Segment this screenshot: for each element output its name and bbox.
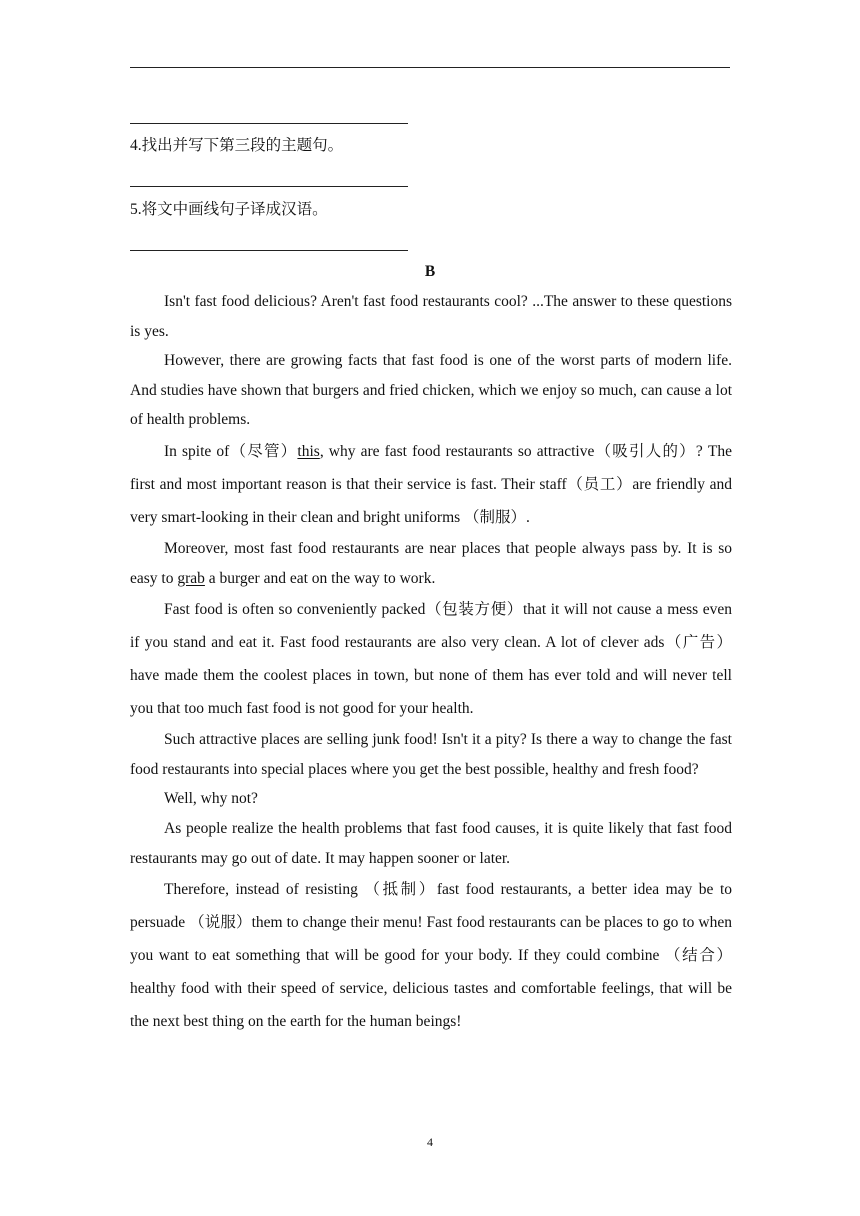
question-5: 5.将文中画线句子译成汉语。 [130,201,328,218]
paragraph-4-before: Moreover, most fast food restaurants are near places that people always pass by. It is so easy to [130,539,732,587]
passage-body [130,287,732,1038]
answer-line-q3 [130,123,408,124]
paragraph-8: As people realize the health problems that fast food causes, it is quite likely that fast food restaurants may go out of date. It may happen sooner or later. [130,819,732,867]
paragraph-3 [130,435,732,534]
paragraph-1: Isn't fast food delicious? Aren't fast food restaurants cool? ...The answer to these questions is yes. [130,293,732,340]
paragraph-3-before: In spite of（尽管） [164,442,298,460]
answer-line-q5 [130,250,408,251]
question-4: 4.找出并写下第三段的主题句。 [130,137,344,154]
paragraph-5: Fast food is often so conveniently packed（包装方便）that it will not cause a mess even if you stand and eat it. Fast food restaurants are also very clean. A lot of clever ads（广告）have made them the coolest places in town, but none of them has ever told and will never tell you that too much fast food is not good for your health. [130,601,732,718]
top-rule [130,67,730,68]
paragraph-3-after: , why are fast food restaurants so attractive（吸引人的）? The first and most important reason is that their service is fast. Their staff（员工）are friendly and very smart-looking in their clean and bright uniforms （制服）. [130,442,732,526]
underlined-grab: grab [177,569,205,587]
paragraph-4-after: a burger and eat on the way to work. [204,569,436,587]
paragraph-4 [130,534,732,593]
answer-line-q4 [130,186,408,187]
underlined-this: this [297,442,320,460]
page-number: 4 [427,1135,433,1149]
paragraph-2: However, there are growing facts that fast food is one of the worst parts of modern life. And studies have shown that burgers and fried chicken, which we enjoy so much, can cause a lot of health problems. [130,352,732,429]
paragraph-9: Therefore, instead of resisting （抵制）fast food restaurants, a better idea may be to persuade （说服）them to change their menu! Fast food restaurants can be places to go to when you want to eat something that will be good for your body. If they could combine （结合）healthy food with their speed of service, delicious tastes and comfortable feelings, that will be the next best thing on the earth for the human beings! [130,881,732,1031]
paragraph-6: Such attractive places are selling junk food! Isn't it a pity? Is there a way to change the fast food restaurants into special places where you get the best possible, healthy and fresh food? [130,731,732,778]
paragraph-7: Well, why not? [164,790,258,808]
passage-title: B [424,263,436,280]
